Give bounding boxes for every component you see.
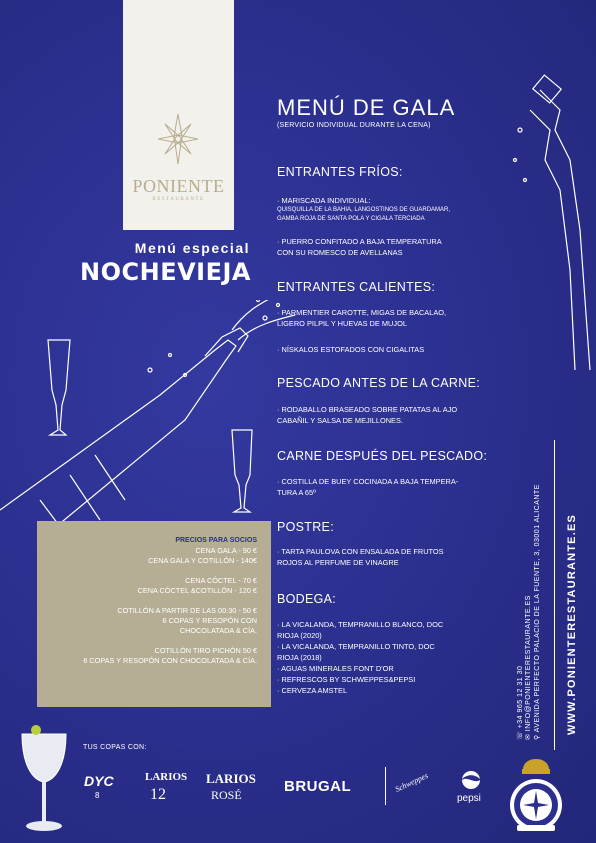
gin-glass-illustration <box>18 720 70 836</box>
brand-dyc: DYC <box>84 773 114 789</box>
brand-dyc-sub: 8 <box>95 791 100 800</box>
contact-divider <box>554 440 555 750</box>
contact-phone: ☏ +34 965 12 31 30 <box>517 665 524 740</box>
brand-larios-12: 12 <box>150 786 166 803</box>
price-line: 6 COPAS Y RESOPÓN CON <box>162 616 257 625</box>
pepsi-globe-icon <box>461 770 481 790</box>
contact-email: ✉ INFO@PONIENTERESTAURANTE.ES <box>525 595 532 740</box>
bottle-top-right-illustration <box>500 70 596 370</box>
club-crest-icon <box>507 757 565 835</box>
brands-label: TUS COPAS CON: <box>83 744 147 751</box>
menu-item: · CERVEZA AMSTEL <box>277 686 348 695</box>
menu-item: LIGERO PILPIL Y HUEVAS DE MUJOL <box>277 319 407 328</box>
brand-larios: LARIOS <box>145 771 188 783</box>
price-line: COTILLÓN TIRO PICHÓN 50 € <box>154 646 257 655</box>
menu-item: · AGUAS MINERALES FONT D'OR <box>277 664 394 673</box>
special-menu-title: Menú especial <box>134 240 250 256</box>
menu-item: RIOJA (2018) <box>277 653 322 662</box>
menu-item-detail: GAMBA ROJA DE SANTA POLA Y CIGALA TERCIADA <box>277 216 425 222</box>
menu-title: MENÚ DE GALA <box>277 95 456 120</box>
menu-item: · LA VICALANDA, TEMPRANILLO TINTO, DOC <box>277 642 435 651</box>
menu-item: · PUERRO CONFITADO A BAJA TEMPERATURA <box>277 237 442 246</box>
price-line: CENA GALA Y COTILLÓN - 140€ <box>148 556 257 565</box>
brand-brugal: BRUGAL <box>284 778 352 795</box>
menu-item: ROJOS AL PERFUME DE VINAGRE <box>277 558 399 567</box>
contact-address: ⚲ AVENIDA PERFECTO PALACIO DE LA FUENTE, 3, 03001 ALICANTE <box>534 484 541 740</box>
price-line: CENA CÓCTEL &COTILLÓN - 120 € <box>137 586 257 595</box>
menu-item: · RODABALLO BRASEADO SOBRE PATATAS AL AJO <box>277 405 458 414</box>
menu-item-detail: QUISQUILLA DE LA BAHIA, LANGOSTINOS DE GUARDAMAR, <box>277 207 451 213</box>
logo-subtitle: RESTAURANTE <box>152 197 205 202</box>
logo-card <box>123 0 234 230</box>
prices-panel <box>37 521 271 707</box>
menu-item: TURA A 65º <box>277 488 316 497</box>
price-line: CENA CÓCTEL - 70 € <box>185 576 257 585</box>
nochevieja-title: NOCHEVIEJA <box>80 258 251 286</box>
menu-item: · NÍSKALOS ESTOFADOS CON CIGALITAS <box>277 345 425 354</box>
price-line: CENA GALA - 90 € <box>195 546 257 555</box>
section-heading: CARNE DESPUÉS DEL PESCADO: <box>277 449 488 463</box>
menu-item: · TARTA PAULOVA CON ENSALADA DE FRUTOS <box>277 547 444 556</box>
brand-larios-rose: LARIOS <box>206 771 256 786</box>
logo-name: PONIENTE <box>132 176 225 196</box>
section-heading: PESCADO ANTES DE LA CARNE: <box>277 376 480 390</box>
menu-item: · COSTILLA DE BUEY COCINADA A BAJA TEMPERA- <box>277 477 459 486</box>
prices-header: PRECIOS PARA SOCIOS <box>175 537 257 544</box>
compass-rose-icon <box>158 114 198 164</box>
brand-pepsi: pepsi <box>457 793 481 804</box>
menu-item: CABAÑIL Y SALSA DE MEJILLONES. <box>277 416 403 425</box>
section-heading: ENTRANTES FRÍOS: <box>277 165 403 179</box>
menu-item: RIOJA (2020) <box>277 631 322 640</box>
menu-item: · MARISCADA INDIVIDUAL: <box>277 196 371 205</box>
menu-item: · REFRESCOS BY SCHWEPPES&PEPSI <box>277 675 416 684</box>
brand-larios-rose-label: ROSÉ <box>211 788 242 802</box>
menu-item: CON SU ROMESCO DE AVELLANAS <box>277 248 403 257</box>
website-link[interactable]: WWW.PONIENTERESTAURANTE.ES <box>566 513 578 735</box>
price-line: COTILLÓN A PARTIR DE LAS 00:30 - 50 € <box>117 606 257 615</box>
brands-divider <box>385 767 386 805</box>
section-heading: BODEGA: <box>277 592 337 606</box>
brand-schweppes: Schweppes <box>393 771 430 794</box>
price-line: CHOCOLATADA & CÍA. <box>179 626 257 635</box>
section-heading: POSTRE: <box>277 520 334 534</box>
section-heading: ENTRANTES CALIENTES: <box>277 280 436 294</box>
menu-subtitle: (SERVICIO INDIVIDUAL DURANTE LA CENA) <box>277 122 431 129</box>
price-line: 6 COPAS Y RESOPÓN CON CHOCOLATADA & CÍA. <box>83 656 257 665</box>
menu-item: · PARMENTIER CAROTTE, MIGAS DE BACALAO, <box>277 308 447 317</box>
menu-item: · LA VICALANDA, TEMPRANILLO BLANCO, DOC <box>277 620 444 629</box>
